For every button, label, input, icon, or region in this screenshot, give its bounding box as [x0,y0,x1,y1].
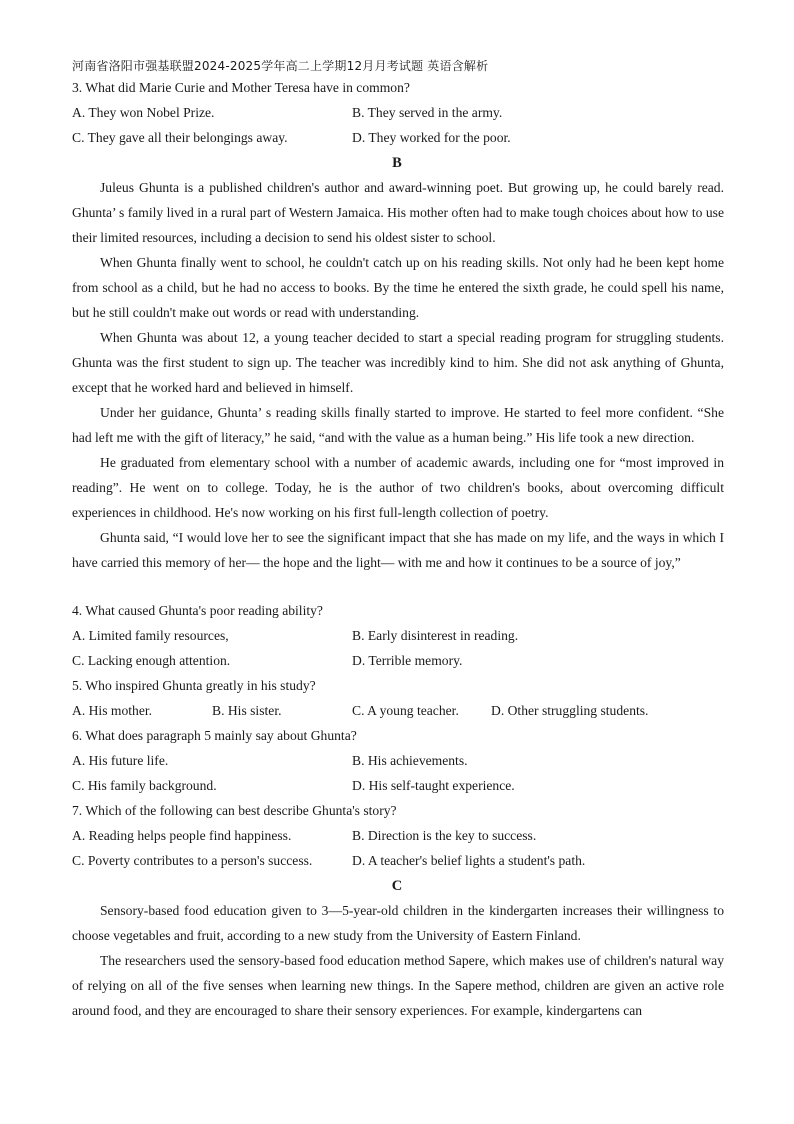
section-b-paragraph-3: When Ghunta was about 12, a young teacher decided to start a special reading program for struggling students. Ghunta was the first student to sign up. The teacher was incredibly kind to him. She did not ask anything of Ghunta, except that he worked hard and believed in himself. [72,330,724,395]
section-b-title: B [392,155,402,171]
question-4-option-c: C. Lacking enough attention. [72,653,231,668]
question-3-option-b: B. They served in the army. [352,105,503,120]
page-header: 河南省洛阳市强基联盟2024-2025学年高二上学期12月月考试题 英语含解析 [72,59,489,73]
question-6-option-a: A. His future life. [72,753,169,768]
section-b-paragraph-5: He graduated from elementary school with a number of academic awards, including one for “most improved in reading”. He went on to college. Today, he is the author of two children's books, about overcoming difficult experiences in childhood. He's now working on his first full-length collection of poetry. [72,455,724,520]
question-7-option-d: D. A teacher's belief lights a student's path. [352,853,586,868]
question-7-stem: 7. Which of the following can best describe Ghunta's story? [72,803,397,818]
section-c-paragraph-1: Sensory-based food education given to 3—5-year-old children in the kindergarten increases their willingness to choose vegetables and fruit, according to a new study from the University of Eastern Finland. [72,903,724,943]
question-7-option-b: B. Direction is the key to success. [352,828,537,843]
question-5-option-b: B. His sister. [212,703,282,718]
question-6-stem: 6. What does paragraph 5 mainly say about Ghunta? [72,728,357,743]
question-4-stem: 4. What caused Ghunta's poor reading ability? [72,603,323,618]
question-5-stem: 5. Who inspired Ghunta greatly in his study? [72,678,316,693]
question-5-option-c: C. A young teacher. [352,703,459,718]
question-6-option-b: B. His achievements. [352,753,468,768]
question-6-option-c: C. His family background. [72,778,217,793]
question-3-option-c: C. They gave all their belongings away. [72,130,288,145]
question-3-option-d: D. They worked for the poor. [352,130,511,145]
question-7-option-c: C. Poverty contributes to a person's success. [72,853,313,868]
section-b-paragraph-2: When Ghunta finally went to school, he couldn't catch up on his reading skills. Not only had he been kept home from school as a child, but he had no access to books. By the time he entered the sixth grade, he could spell his name, but he still couldn't make out words or read with understanding. [72,255,724,320]
question-3-stem: 3. What did Marie Curie and Mother Teresa have in common? [72,80,410,95]
question-5-option-a: A. His mother. [72,703,153,718]
section-b-paragraph-6: Ghunta said, “I would love her to see the significant impact that she has made on my life, and the ways in which I have carried this memory of her— the hope and the light— with me and how it continues to be a source of joy,” [72,530,724,570]
question-4-option-d: D. Terrible memory. [352,653,463,668]
question-7-option-a: A. Reading helps people find happiness. [72,828,292,843]
question-4-option-a: A. Limited family resources, [72,628,229,643]
question-6-option-d: D. His self-taught experience. [352,778,515,793]
question-3-option-a: A. They won Nobel Prize. [72,105,215,120]
section-c-title: C [391,878,403,894]
question-5-option-d: D. Other struggling students. [491,703,649,718]
section-c-paragraph-2: The researchers used the sensory-based food education method Sapere, which makes use of children's natural way of relying on all of the five senses when learning new things. In the Sapere method, children are given an active role around food, and they are encouraged to share their sensory experiences. For example, kindergartens can [72,953,724,1018]
question-4-option-b: B. Early disinterest in reading. [352,628,519,643]
section-b-paragraph-4: Under her guidance, Ghunta’ s reading skills finally started to improve. He started to feel more confident. “She had left me with the gift of literacy,” he said, “and with the value as a human being.” His life took a new direction. [72,405,724,445]
section-b-paragraph-1: Juleus Ghunta is a published children's author and award-winning poet. But growing up, he could barely read. Ghunta’ s family lived in a rural part of Western Jamaica. His mother often had to make tough choices about how to use their limited resources, including a decision to send his oldest sister to school. [72,180,724,245]
